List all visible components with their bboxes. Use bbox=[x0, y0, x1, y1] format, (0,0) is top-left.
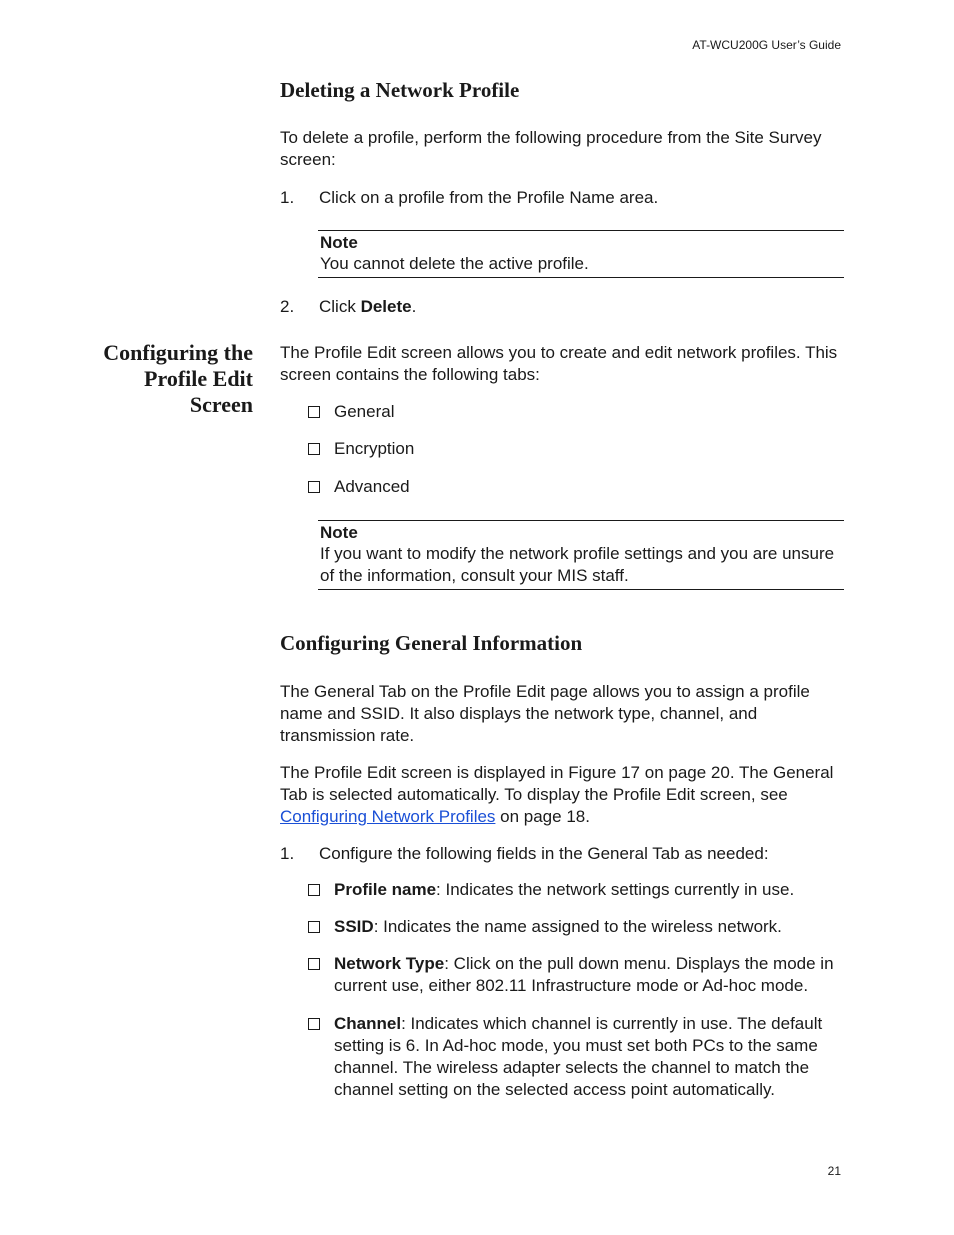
field-desc: : Indicates which channel is currently in use. The default setting is 6. In Ad-hoc mode, you must set both PCs to the same channel. The wireless adapter selects the channel to match the channel setting on the selected access point automatically. bbox=[334, 1014, 823, 1099]
field-list-item-channel bbox=[308, 1013, 848, 1101]
step-number: 1. bbox=[280, 844, 295, 863]
deleting-step-1 bbox=[280, 187, 658, 209]
paragraph-text: on page 18. bbox=[495, 807, 590, 826]
checkbox-bullet-icon bbox=[308, 443, 320, 455]
checkbox-bullet-icon bbox=[308, 921, 320, 933]
note-label: Note bbox=[320, 233, 358, 252]
tab-list-item bbox=[308, 438, 414, 460]
step-text-pre: Click bbox=[319, 297, 361, 316]
step-text: Click on a profile from the Profile Name area. bbox=[319, 188, 659, 207]
paragraph-text: The Profile Edit screen is displayed in Figure 17 on page 20. The General Tab is selected automatically. To display the Profile Edit screen, see bbox=[280, 763, 834, 804]
field-name: SSID bbox=[334, 917, 374, 936]
side-heading-line: Screen bbox=[189, 392, 253, 417]
field-list-item-ssid bbox=[308, 916, 848, 938]
field-list-item-network-type bbox=[308, 953, 848, 997]
running-header: AT-WCU200G User’s Guide bbox=[692, 38, 841, 52]
field-list-item-profile-name bbox=[308, 879, 848, 901]
tab-name: General bbox=[334, 402, 395, 421]
tab-name: Advanced bbox=[334, 477, 410, 496]
note-box-mis bbox=[318, 520, 844, 590]
field-text bbox=[334, 953, 844, 997]
configuring-network-profiles-link[interactable]: Configuring Network Profiles bbox=[280, 807, 496, 826]
deleting-step-2 bbox=[280, 296, 416, 318]
field-name: Channel bbox=[334, 1014, 402, 1033]
step-number: 1. bbox=[280, 188, 295, 207]
step-text: Configure the following fields in the General Tab as needed: bbox=[319, 844, 769, 863]
delete-keyword: Delete bbox=[360, 297, 412, 316]
checkbox-bullet-icon bbox=[308, 481, 320, 493]
checkbox-bullet-icon bbox=[308, 1018, 320, 1030]
general-info-paragraph-2 bbox=[280, 762, 845, 828]
note-text: If you want to modify the network profile settings and you are unsure of the information, consult your MIS staff. bbox=[320, 544, 835, 585]
checkbox-bullet-icon bbox=[308, 406, 320, 418]
general-info-paragraph-1: The General Tab on the Profile Edit page allows you to assign a profile name and SSID. It also displays the network type, channel, and transmission rate. bbox=[280, 682, 810, 745]
note-text: You cannot delete the active profile. bbox=[320, 254, 589, 273]
section-title-deleting: Deleting a Network Profile bbox=[280, 78, 520, 102]
page-number: 21 bbox=[827, 1164, 841, 1178]
step-text-post: . bbox=[411, 297, 417, 316]
field-desc: : Click on the pull down menu. Displays the mode in current use, either 802.11 Infrastructure mode or Ad-hoc mode. bbox=[334, 954, 834, 995]
tab-list-item bbox=[308, 476, 410, 498]
profile-edit-intro: The Profile Edit screen allows you to create and edit network profiles. This screen contains the following tabs: bbox=[280, 343, 838, 384]
note-box-delete bbox=[318, 230, 844, 278]
step-number: 2. bbox=[280, 297, 295, 316]
field-desc: : Indicates the name assigned to the wireless network. bbox=[373, 917, 782, 936]
section-title-general-info: Configuring General Information bbox=[280, 631, 583, 655]
field-name: Profile name bbox=[334, 880, 437, 899]
side-heading-line: Configuring the bbox=[103, 340, 253, 365]
field-text bbox=[334, 1013, 839, 1101]
deleting-intro: To delete a profile, perform the following procedure from the Site Survey screen: bbox=[280, 128, 822, 169]
side-heading-profile-edit bbox=[40, 340, 253, 418]
note-label: Note bbox=[320, 523, 358, 542]
field-name: Network Type bbox=[334, 954, 445, 973]
tab-name: Encryption bbox=[334, 439, 415, 458]
side-heading-line: Profile Edit bbox=[144, 366, 253, 391]
checkbox-bullet-icon bbox=[308, 958, 320, 970]
checkbox-bullet-icon bbox=[308, 884, 320, 896]
tab-list-item bbox=[308, 401, 394, 423]
field-desc: : Indicates the network settings currently in use. bbox=[436, 880, 795, 899]
general-step-1 bbox=[280, 843, 769, 865]
